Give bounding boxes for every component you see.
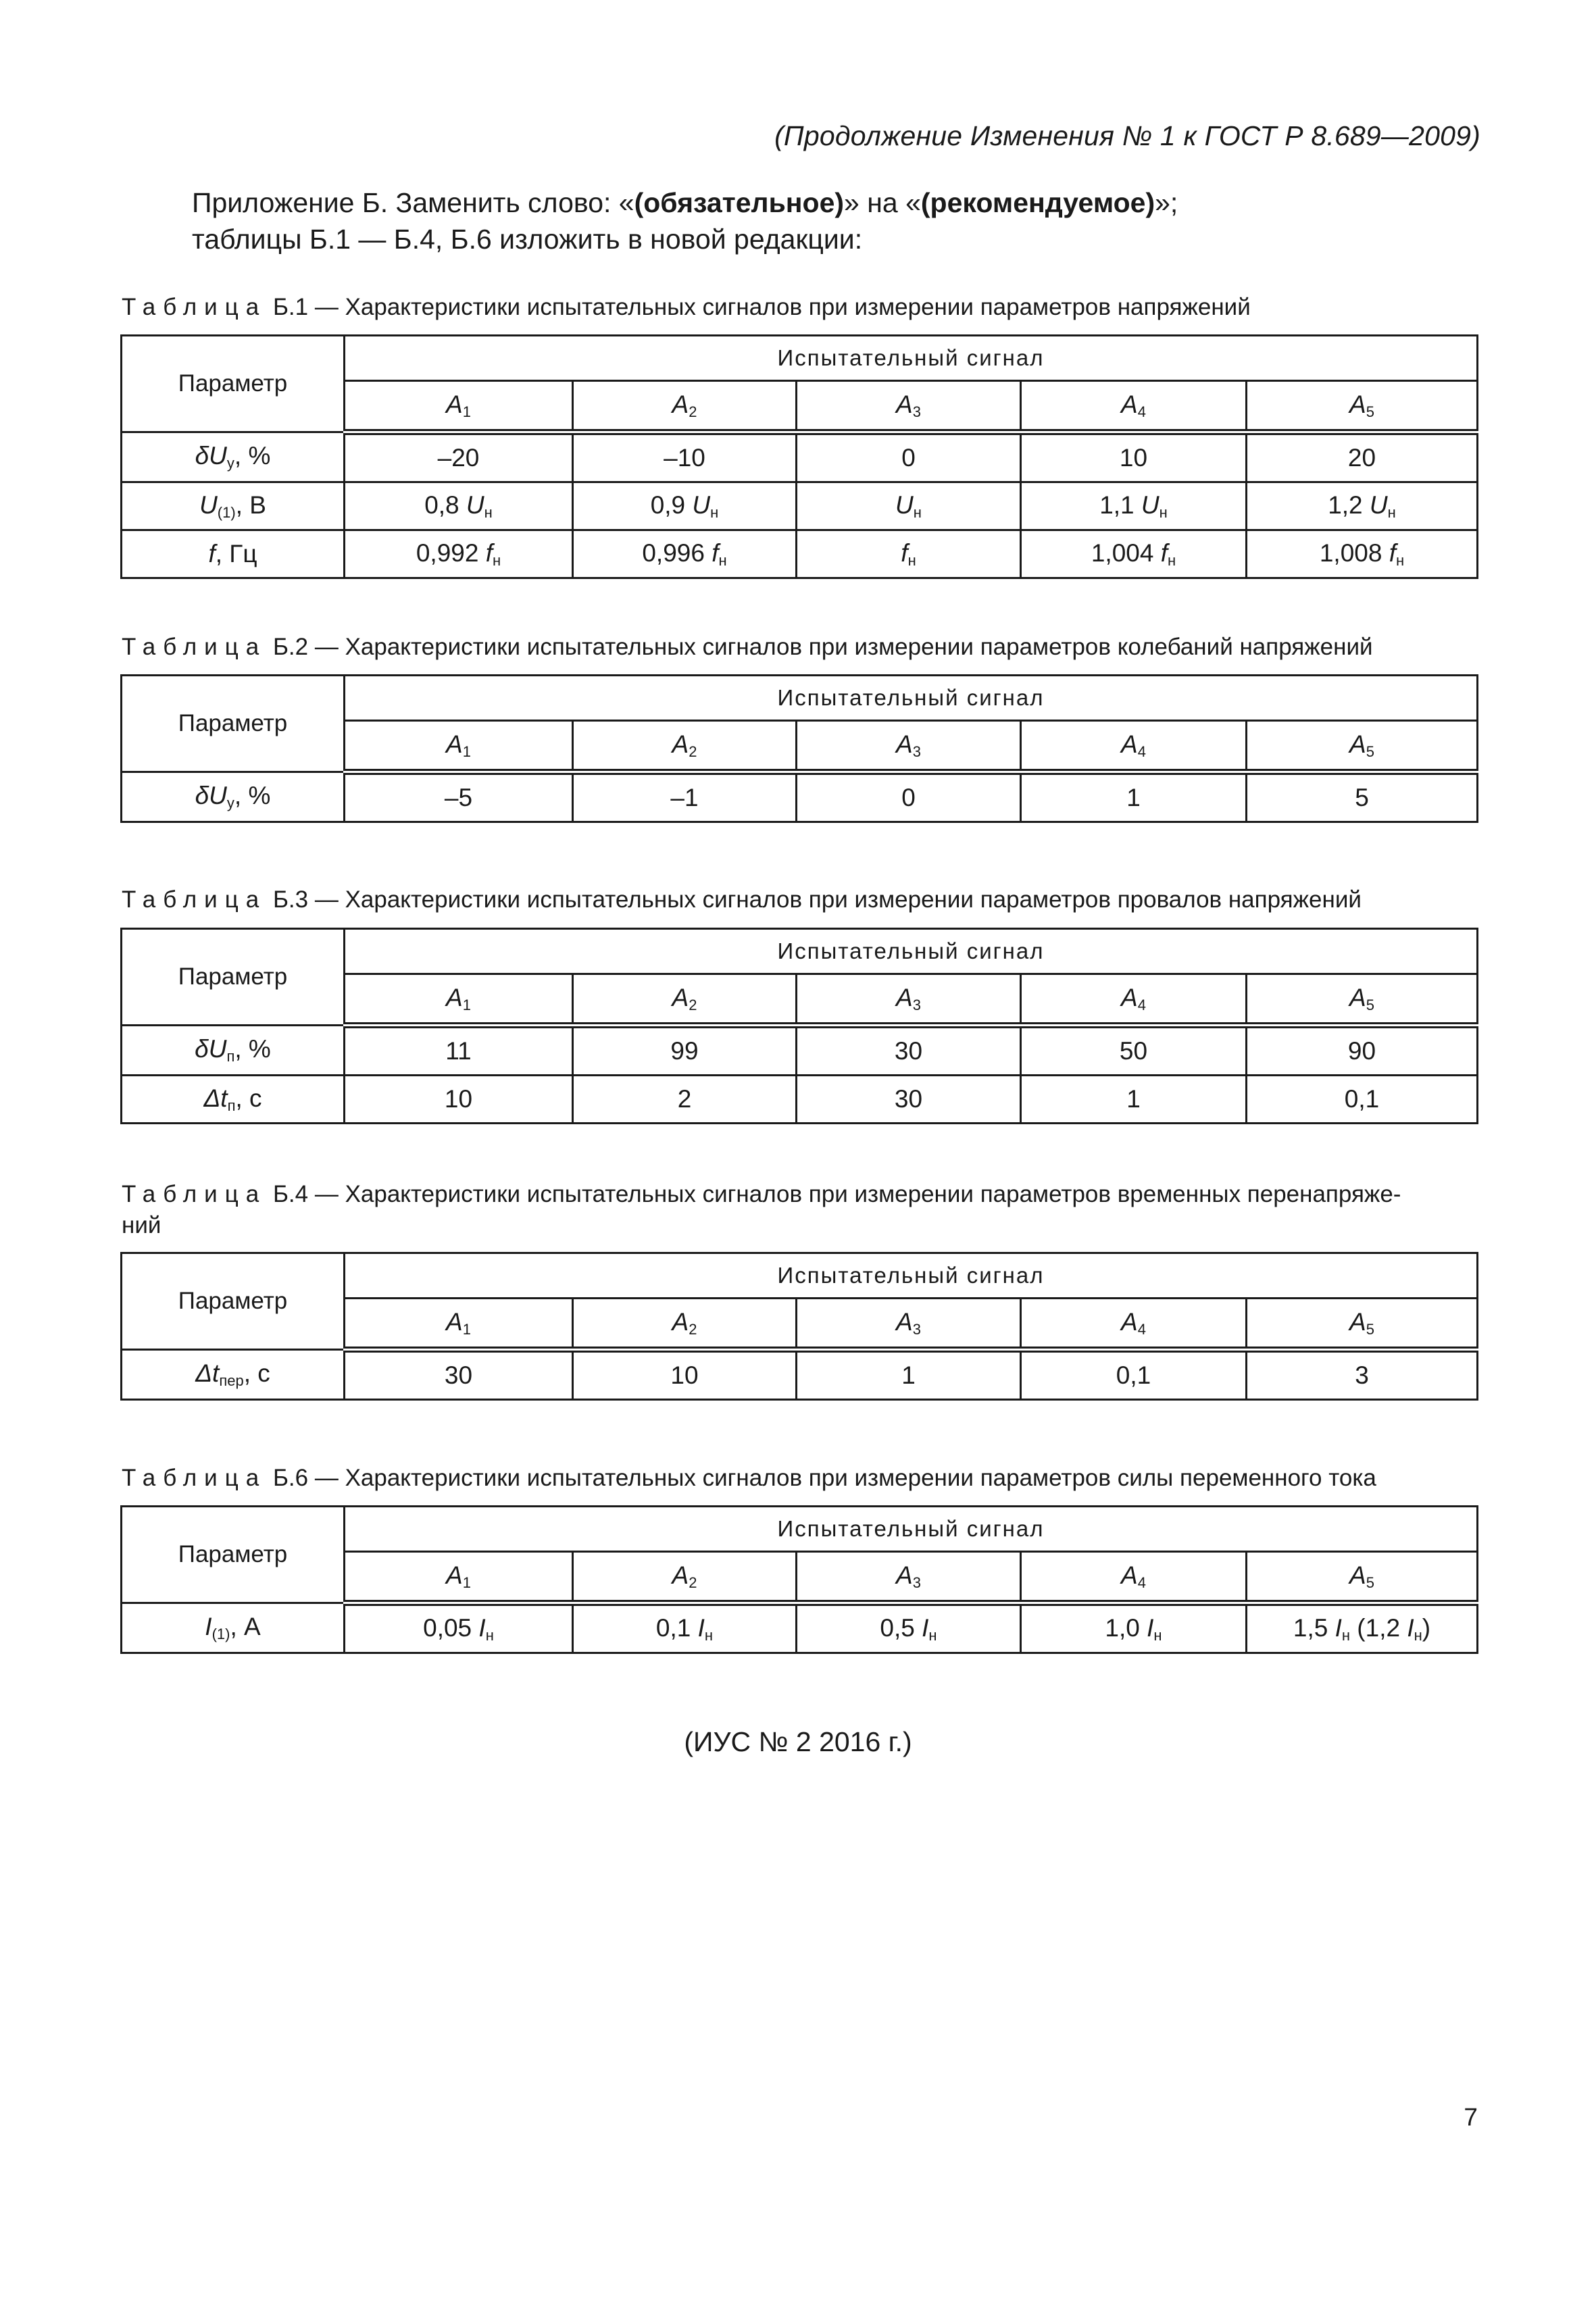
table-caption-text-cont: ний xyxy=(122,1212,161,1238)
table-b3 xyxy=(120,928,1478,1124)
param-symbol: I xyxy=(205,1613,212,1640)
param-cell xyxy=(122,530,345,578)
signal-header-cell xyxy=(573,381,797,432)
value-symbol: I xyxy=(1147,1613,1154,1642)
signal-header-cell xyxy=(573,1299,797,1350)
value-text: 1,008 xyxy=(1319,538,1389,567)
value-cell: 30 xyxy=(797,1076,1021,1124)
table-b1 xyxy=(120,334,1478,579)
value-cell: 11 xyxy=(345,1026,573,1076)
value-symbol: U xyxy=(1369,491,1388,519)
signal-subscript: 3 xyxy=(912,996,921,1013)
value-text: 0,8 xyxy=(424,491,466,519)
table-header-row xyxy=(122,676,1478,721)
signal-header-cell xyxy=(1247,1552,1478,1603)
value-cell: 30 xyxy=(797,1026,1021,1076)
signal-header-cell xyxy=(1021,974,1247,1026)
value-text: 1,004 xyxy=(1091,538,1161,567)
value-text: (1,2 xyxy=(1350,1613,1407,1642)
signal-subscript: 3 xyxy=(912,1320,921,1338)
table-caption-b3 xyxy=(122,884,1480,915)
table-row xyxy=(122,432,1478,482)
param-unit: , Гц xyxy=(215,540,257,568)
value-symbol: I xyxy=(1335,1613,1342,1642)
table-caption-text: Б.1 — Характеристики испытательных сигналов при измерении параметров напряжений xyxy=(266,294,1251,320)
param-subscript: п xyxy=(227,1097,236,1114)
value-text: ) xyxy=(1422,1613,1431,1642)
value-text: 0,1 xyxy=(655,1613,698,1642)
signal-subscript: 3 xyxy=(912,403,921,420)
value-text: 1,0 xyxy=(1105,1613,1147,1642)
signal-subscript: 1 xyxy=(462,743,471,760)
signal-symbol: A xyxy=(1121,390,1138,418)
signal-symbol: A xyxy=(446,390,463,418)
value-cell xyxy=(1021,1603,1247,1653)
param-unit: , с xyxy=(243,1359,270,1387)
value-cell xyxy=(573,482,797,530)
value-cell: 0 xyxy=(797,772,1021,822)
table-b4 xyxy=(120,1252,1478,1401)
signal-symbol: A xyxy=(446,1307,463,1336)
value-subscript: н xyxy=(485,1626,494,1644)
param-symbol: Δt xyxy=(195,1359,220,1387)
param-subscript: п xyxy=(226,1048,235,1065)
value-symbol: U xyxy=(466,491,484,519)
param-column-header: Параметр xyxy=(122,336,345,432)
param-unit: , В xyxy=(235,491,266,519)
value-subscript: н xyxy=(718,551,727,569)
param-cell xyxy=(122,1026,345,1076)
value-cell: 50 xyxy=(1021,1026,1247,1076)
signal-header-cell xyxy=(1021,381,1247,432)
table-b2 xyxy=(120,674,1478,823)
signal-subscript: 3 xyxy=(912,743,921,760)
signal-group-header: Испытательный сигнал xyxy=(345,1507,1478,1552)
value-cell xyxy=(573,530,797,578)
value-subscript: н xyxy=(1396,551,1405,569)
signal-subscript: 4 xyxy=(1137,403,1146,420)
value-subscript: н xyxy=(1341,1626,1351,1644)
signal-symbol: A xyxy=(1121,1561,1138,1589)
signal-symbol: A xyxy=(672,1307,689,1336)
param-cell xyxy=(122,772,345,822)
param-cell xyxy=(122,432,345,482)
signal-symbol: A xyxy=(1349,1307,1366,1336)
table-caption-text: Б.3 — Характеристики испытательных сигналов при измерении параметров провалов напряжений xyxy=(266,886,1362,913)
param-unit: , А xyxy=(230,1613,261,1640)
value-cell xyxy=(1247,482,1478,530)
value-subscript: н xyxy=(1387,503,1396,521)
value-subscript: н xyxy=(1168,551,1176,569)
table-row xyxy=(122,772,1478,822)
value-subscript: н xyxy=(493,551,501,569)
value-cell: 3 xyxy=(1247,1350,1478,1400)
signal-symbol: A xyxy=(1121,1307,1138,1336)
value-cell xyxy=(797,1603,1021,1653)
signal-subscript: 2 xyxy=(689,743,697,760)
intro-text: » на « xyxy=(844,187,921,218)
signal-group-header: Испытательный сигнал xyxy=(345,1253,1478,1299)
value-symbol: I xyxy=(922,1613,929,1642)
table-caption-prefix: Таблица xyxy=(122,886,267,913)
param-cell xyxy=(122,1603,345,1653)
value-cell: 0 xyxy=(797,432,1021,482)
intro-line-2: таблицы Б.1 — Б.4, Б.6 изложить в новой редакции: xyxy=(192,224,863,255)
value-cell: 10 xyxy=(573,1350,797,1400)
signal-symbol: A xyxy=(896,730,913,758)
value-symbol: I xyxy=(697,1613,705,1642)
table-header-row xyxy=(122,929,1478,974)
param-unit: , % xyxy=(234,1035,271,1063)
param-subscript: (1) xyxy=(211,1626,230,1642)
signal-header-cell xyxy=(345,974,573,1026)
signal-header-cell xyxy=(573,974,797,1026)
signal-subscript: 5 xyxy=(1366,1320,1374,1338)
signal-symbol: A xyxy=(446,730,463,758)
signal-header-cell xyxy=(1247,1299,1478,1350)
value-symbol: U xyxy=(692,491,711,519)
signal-subscript: 4 xyxy=(1137,1320,1146,1338)
value-cell: 30 xyxy=(345,1350,573,1400)
param-symbol: δU xyxy=(195,782,227,809)
value-cell xyxy=(1247,530,1478,578)
signal-symbol: A xyxy=(446,1561,463,1589)
table-row xyxy=(122,1603,1478,1653)
param-symbol: U xyxy=(199,491,218,519)
value-subscript: н xyxy=(484,503,493,521)
param-unit: , % xyxy=(234,782,271,809)
signal-symbol: A xyxy=(896,390,913,418)
intro-text: »; xyxy=(1155,187,1178,218)
value-cell: 10 xyxy=(345,1076,573,1124)
value-subscript: н xyxy=(704,1626,714,1644)
intro-paragraph xyxy=(192,184,1476,257)
value-symbol: U xyxy=(895,491,914,519)
table-row xyxy=(122,482,1478,530)
value-text: 0,9 xyxy=(650,491,693,519)
param-unit: , % xyxy=(234,442,271,470)
value-cell: 5 xyxy=(1247,772,1478,822)
value-cell: –10 xyxy=(573,432,797,482)
signal-header-cell xyxy=(1247,974,1478,1026)
intro-text: Приложение Б. Заменить слово: « xyxy=(192,187,634,218)
value-text: 1,1 xyxy=(1099,491,1141,519)
value-cell: –1 xyxy=(573,772,797,822)
signal-header-cell xyxy=(1021,1299,1247,1350)
value-cell: 99 xyxy=(573,1026,797,1076)
value-text: 0,992 xyxy=(416,538,486,567)
signal-subscript: 5 xyxy=(1366,403,1374,420)
param-symbol: δU xyxy=(195,1035,227,1063)
signal-symbol: A xyxy=(896,1307,913,1336)
table-caption-prefix: Таблица xyxy=(122,1465,267,1491)
value-cell xyxy=(345,482,573,530)
signal-subscript: 1 xyxy=(462,1320,471,1338)
param-column-header: Параметр xyxy=(122,676,345,772)
table-row xyxy=(122,530,1478,578)
table-b6 xyxy=(120,1505,1478,1654)
signal-header-cell xyxy=(345,381,573,432)
param-cell xyxy=(122,482,345,530)
param-cell xyxy=(122,1076,345,1124)
value-cell xyxy=(345,530,573,578)
signal-subscript: 5 xyxy=(1366,1574,1374,1591)
signal-subscript: 2 xyxy=(689,1320,697,1338)
value-cell xyxy=(345,1603,573,1653)
value-subscript: н xyxy=(928,1626,937,1644)
signal-header-cell xyxy=(345,1299,573,1350)
param-column-header: Параметр xyxy=(122,1253,345,1350)
table-header-row xyxy=(122,336,1478,381)
value-cell: 20 xyxy=(1247,432,1478,482)
signal-header-cell xyxy=(1247,381,1478,432)
signal-header-cell xyxy=(797,1552,1021,1603)
table-caption-b4 xyxy=(122,1179,1480,1241)
value-symbol: f xyxy=(1160,538,1168,567)
signal-header-cell xyxy=(345,721,573,772)
value-cell xyxy=(797,482,1021,530)
value-cell xyxy=(797,530,1021,578)
value-text: 0,996 xyxy=(642,538,712,567)
value-cell: 1 xyxy=(1021,772,1247,822)
signal-subscript: 5 xyxy=(1366,743,1374,760)
param-subscript: у xyxy=(226,795,234,811)
param-cell xyxy=(122,1350,345,1400)
signal-subscript: 1 xyxy=(462,403,471,420)
signal-subscript: 1 xyxy=(462,1574,471,1591)
page-number: 7 xyxy=(1464,2103,1478,2131)
signal-header-cell xyxy=(573,721,797,772)
signal-symbol: A xyxy=(672,390,689,418)
signal-symbol: A xyxy=(672,1561,689,1589)
signal-subscript: 5 xyxy=(1366,996,1374,1013)
signal-header-cell xyxy=(797,381,1021,432)
value-symbol: I xyxy=(1407,1613,1414,1642)
param-column-header: Параметр xyxy=(122,929,345,1026)
value-subscript: н xyxy=(1153,1626,1162,1644)
signal-subscript: 2 xyxy=(689,1574,697,1591)
param-symbol: δU xyxy=(195,442,227,470)
table-row xyxy=(122,1026,1478,1076)
signal-group-header: Испытательный сигнал xyxy=(345,676,1478,721)
value-symbol: f xyxy=(1389,538,1396,567)
value-cell: –20 xyxy=(345,432,573,482)
value-text: 0,05 xyxy=(423,1613,479,1642)
signal-symbol: A xyxy=(446,983,463,1011)
value-subscript: н xyxy=(907,551,916,569)
table-row xyxy=(122,1350,1478,1400)
signal-header-cell xyxy=(1247,721,1478,772)
document-header: (Продолжение Изменения № 1 к ГОСТ Р 8.689—2009) xyxy=(774,120,1480,151)
value-cell: 2 xyxy=(573,1076,797,1124)
signal-symbol: A xyxy=(1121,730,1138,758)
value-cell: 0,1 xyxy=(1021,1350,1247,1400)
old-word: (обязательное) xyxy=(634,187,845,218)
table-caption-text: Б.2 — Характеристики испытательных сигналов при измерении параметров колебаний напряжений xyxy=(266,634,1373,660)
value-cell: 10 xyxy=(1021,432,1247,482)
value-cell xyxy=(1021,482,1247,530)
table-header-row xyxy=(122,1253,1478,1299)
signal-symbol: A xyxy=(896,1561,913,1589)
value-cell xyxy=(573,1603,797,1653)
signal-symbol: A xyxy=(896,983,913,1011)
signal-symbol: A xyxy=(1349,390,1366,418)
new-word: (рекомендуемое) xyxy=(920,187,1155,218)
signal-subscript: 2 xyxy=(689,403,697,420)
intro-line-1 xyxy=(192,184,1476,221)
value-cell xyxy=(1021,530,1247,578)
signal-subscript: 4 xyxy=(1137,1574,1146,1591)
value-cell: 90 xyxy=(1247,1026,1478,1076)
param-symbol: f xyxy=(208,540,216,568)
signal-header-cell xyxy=(1021,721,1247,772)
param-unit: , с xyxy=(235,1084,262,1112)
table-caption-text: Б.6 — Характеристики испытательных сигналов при измерении параметров силы переменного тока xyxy=(266,1465,1376,1491)
value-cell xyxy=(1247,1603,1478,1653)
value-symbol: f xyxy=(485,538,493,567)
value-cell: 1 xyxy=(1021,1076,1247,1124)
signal-header-cell xyxy=(797,721,1021,772)
table-caption-prefix: Таблица xyxy=(122,294,267,320)
table-caption-b2 xyxy=(122,632,1480,663)
signal-header-cell xyxy=(345,1552,573,1603)
value-symbol: f xyxy=(712,538,719,567)
signal-subscript: 2 xyxy=(689,996,697,1013)
value-symbol: f xyxy=(901,538,908,567)
table-caption-b1 xyxy=(122,292,1480,323)
table-caption-prefix: Таблица xyxy=(122,634,267,660)
value-symbol: U xyxy=(1141,491,1159,519)
param-column-header: Параметр xyxy=(122,1507,345,1603)
table-row xyxy=(122,1076,1478,1124)
param-subscript: (1) xyxy=(217,503,236,521)
value-text: 1,2 xyxy=(1328,491,1370,519)
table-caption-b6 xyxy=(122,1463,1480,1494)
signal-symbol: A xyxy=(1349,730,1366,758)
signal-header-cell xyxy=(1021,1552,1247,1603)
param-symbol: Δt xyxy=(203,1084,228,1112)
signal-header-cell xyxy=(573,1552,797,1603)
signal-subscript: 4 xyxy=(1137,743,1146,760)
value-subscript: н xyxy=(913,503,922,521)
value-text: 0,5 xyxy=(880,1613,922,1642)
value-subscript: н xyxy=(710,503,719,521)
signal-symbol: A xyxy=(672,730,689,758)
signal-subscript: 4 xyxy=(1137,996,1146,1013)
signal-symbol: A xyxy=(672,983,689,1011)
value-cell: 1 xyxy=(797,1350,1021,1400)
ius-footnote: (ИУС № 2 2016 г.) xyxy=(684,1726,912,1757)
signal-symbol: A xyxy=(1121,983,1138,1011)
table-caption-text: Б.4 — Характеристики испытательных сигналов при измерении параметров временных перенапряже- xyxy=(266,1181,1401,1207)
signal-group-header: Испытательный сигнал xyxy=(345,336,1478,381)
table-caption-prefix: Таблица xyxy=(122,1181,267,1207)
param-subscript: пер xyxy=(219,1372,244,1389)
signal-symbol: A xyxy=(1349,1561,1366,1589)
table-header-row xyxy=(122,1507,1478,1552)
value-symbol: I xyxy=(478,1613,486,1642)
value-text: 1,5 xyxy=(1293,1613,1335,1642)
signal-symbol: A xyxy=(1349,983,1366,1011)
signal-header-cell xyxy=(797,1299,1021,1350)
signal-subscript: 1 xyxy=(462,996,471,1013)
value-cell: 0,1 xyxy=(1247,1076,1478,1124)
value-subscript: н xyxy=(1414,1626,1422,1644)
param-subscript: у xyxy=(226,455,234,472)
signal-group-header: Испытательный сигнал xyxy=(345,929,1478,974)
value-cell: –5 xyxy=(345,772,573,822)
signal-subscript: 3 xyxy=(912,1574,921,1591)
signal-header-cell xyxy=(797,974,1021,1026)
value-subscript: н xyxy=(1159,503,1168,521)
